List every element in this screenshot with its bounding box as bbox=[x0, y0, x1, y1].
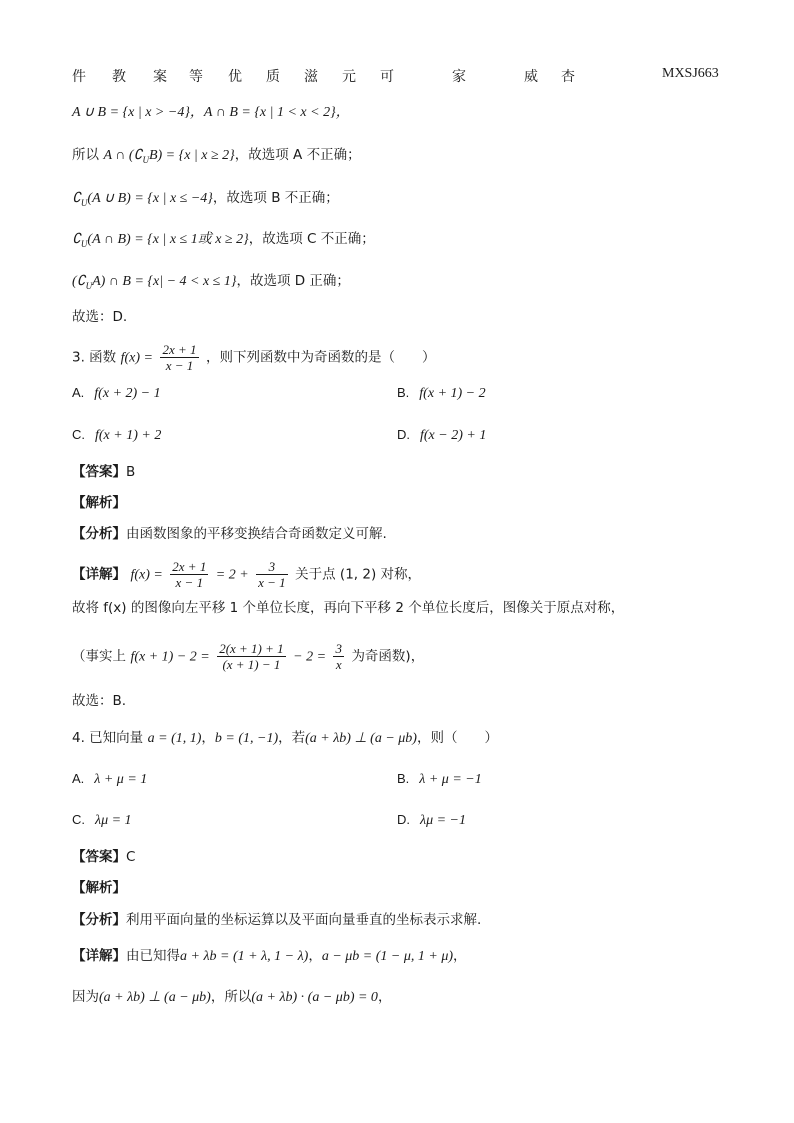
header-char: 案 bbox=[153, 69, 167, 85]
xiangjie-tag: 【详解】 bbox=[72, 948, 126, 964]
text: ， bbox=[453, 948, 467, 964]
math: f(x) = bbox=[120, 350, 153, 366]
header-char: 等 bbox=[189, 69, 203, 85]
math: b = (1, −1) bbox=[214, 731, 279, 746]
text: ，故选项 C 不正确； bbox=[248, 231, 375, 247]
numerator: 3 bbox=[256, 559, 288, 575]
option-label: A. bbox=[72, 385, 85, 400]
text: ，故选项 B 不正确； bbox=[212, 190, 339, 206]
math: f(x) = bbox=[130, 567, 163, 583]
denominator: x bbox=[335, 657, 342, 672]
text: （事实上 bbox=[72, 648, 126, 665]
denominator: x − 1 bbox=[165, 358, 194, 373]
answer-tag: 【答案】 bbox=[72, 464, 126, 480]
fenxi-tag: 【分析】 bbox=[72, 912, 126, 928]
option-text: λ + μ = 1 bbox=[94, 772, 148, 787]
math: B) = {x | x ≥ 2} bbox=[148, 148, 235, 163]
text: ，若 bbox=[278, 730, 306, 746]
fenxi-line bbox=[72, 910, 481, 930]
text-line bbox=[72, 229, 375, 254]
numerator: 2x + 1 bbox=[172, 559, 207, 574]
xiangjie-tag: 【详解】 bbox=[72, 566, 126, 583]
math-sub: U bbox=[85, 280, 93, 291]
fraction bbox=[333, 641, 344, 672]
text: ， bbox=[201, 730, 215, 746]
text-line: 故选：B. bbox=[72, 693, 127, 709]
answer-tag: 【答案】 bbox=[72, 849, 126, 865]
text: 关于点 (1, 2) 对称， bbox=[295, 566, 422, 583]
header-char: 可 bbox=[380, 69, 394, 85]
fenxi-text: 由函数图象的平移变换结合奇函数定义可解. bbox=[126, 526, 387, 542]
math-sub: U bbox=[80, 238, 88, 249]
question-4-stem bbox=[72, 728, 498, 749]
text: 为奇函数)， bbox=[351, 648, 425, 665]
fraction bbox=[160, 342, 198, 373]
fraction bbox=[256, 559, 288, 590]
numerator: 2x + 1 bbox=[162, 342, 197, 357]
answer-value: C bbox=[126, 849, 136, 865]
xiangjie-line bbox=[72, 559, 421, 590]
math: a = (1, 1) bbox=[147, 731, 202, 746]
denominator: x − 1 bbox=[258, 575, 286, 590]
analysis-tag bbox=[72, 878, 126, 898]
header-char: 滋 bbox=[304, 69, 318, 85]
header-char: 优 bbox=[228, 69, 242, 85]
question-number: 4. 已知向量 bbox=[72, 730, 144, 746]
text: ，则下列函数中为奇函数的是（ ） bbox=[205, 349, 436, 366]
option-d bbox=[397, 810, 466, 831]
option-text: f(x + 2) − 1 bbox=[94, 386, 161, 401]
header-char: 杏 bbox=[561, 69, 575, 85]
math: (∁ bbox=[72, 274, 86, 289]
text-line bbox=[72, 987, 391, 1008]
header-char: 家 bbox=[452, 69, 466, 85]
text-line bbox=[72, 641, 424, 672]
text: 因为 bbox=[72, 989, 99, 1005]
text-line bbox=[72, 145, 361, 170]
numerator: 2(x + 1) + 1 bbox=[219, 641, 284, 656]
math: a − μb = (1 − μ, 1 + μ) bbox=[321, 949, 454, 964]
option-label: D. bbox=[397, 812, 410, 827]
answer-line bbox=[72, 462, 135, 482]
option-label: B. bbox=[397, 385, 410, 400]
math: − 2 = bbox=[293, 649, 327, 665]
fraction bbox=[170, 559, 208, 590]
text-line bbox=[72, 188, 339, 213]
fenxi-line bbox=[72, 524, 387, 544]
text: 所以 bbox=[72, 147, 99, 163]
text: ，故选项 A 不正确； bbox=[234, 147, 361, 163]
fenxi-tag: 【分析】 bbox=[72, 526, 126, 542]
header-char: 件 bbox=[72, 69, 86, 85]
option-a bbox=[72, 383, 161, 404]
xiangjie-line bbox=[72, 946, 467, 967]
option-d bbox=[397, 425, 486, 446]
analysis-label: 【解析】 bbox=[72, 880, 126, 896]
text: ，所以 bbox=[210, 989, 252, 1005]
math: a + λb = (1 + λ, 1 − λ) bbox=[180, 949, 309, 964]
option-label: C. bbox=[72, 812, 85, 827]
option-text: λμ = −1 bbox=[420, 813, 466, 828]
answer-line bbox=[72, 847, 135, 867]
text: 由已知得 bbox=[126, 948, 180, 964]
math: (A ∩ B) = {x | x ≤ 1或 x ≥ 2} bbox=[87, 232, 249, 247]
option-c bbox=[72, 425, 161, 446]
math: (A ∪ B) = {x | x ≤ −4} bbox=[87, 191, 213, 206]
math: ∁ bbox=[72, 191, 81, 206]
option-label: C. bbox=[72, 427, 85, 442]
math: A ∩ (∁ bbox=[103, 148, 143, 163]
fenxi-text: 利用平面向量的坐标运算以及平面向量垂直的坐标表示求解. bbox=[126, 912, 482, 928]
text-line bbox=[72, 271, 350, 296]
header-char: 质 bbox=[266, 69, 280, 85]
option-c bbox=[72, 810, 132, 831]
denominator: (x + 1) − 1 bbox=[222, 657, 281, 672]
math: (a + λb) · (a − μb) = 0 bbox=[251, 990, 378, 1005]
option-label: A. bbox=[72, 771, 85, 786]
option-text: λμ = 1 bbox=[95, 813, 132, 828]
option-text: f(x + 1) − 2 bbox=[419, 386, 486, 401]
math: (a + λb) ⊥ (a − μb) bbox=[305, 731, 417, 746]
header-char: 威 bbox=[524, 69, 538, 85]
text-line: A ∪ B = {x | x > −4}，A ∩ B = {x | 1 < x < 2}， bbox=[72, 105, 350, 120]
question-3-stem bbox=[72, 342, 435, 373]
header-code: MXSJ663 bbox=[662, 66, 719, 81]
math-sub: U bbox=[80, 197, 88, 208]
math: f(x + 1) − 2 = bbox=[130, 649, 210, 665]
math: = 2 + bbox=[215, 567, 249, 583]
denominator: x − 1 bbox=[175, 575, 204, 590]
analysis-tag bbox=[72, 493, 126, 513]
math: ∁ bbox=[72, 232, 81, 247]
header-char: 元 bbox=[342, 69, 356, 85]
option-b bbox=[397, 769, 482, 790]
option-a bbox=[72, 769, 147, 790]
math: A) ∩ B = {x| − 4 < x ≤ 1} bbox=[92, 274, 237, 289]
text-line: 故将 f(x) 的图像向左平移 1 个单位长度，再向下平移 2 个单位长度后，图像关于原点对称， bbox=[72, 600, 625, 616]
option-text: f(x + 1) + 2 bbox=[95, 428, 162, 443]
fraction bbox=[217, 641, 285, 672]
option-text: f(x − 2) + 1 bbox=[420, 428, 487, 443]
answer-value: B bbox=[126, 464, 136, 480]
math: (a + λb) ⊥ (a − μb) bbox=[99, 990, 211, 1005]
text: ，故选项 D 正确； bbox=[236, 273, 350, 289]
option-text: λ + μ = −1 bbox=[419, 772, 482, 787]
text: ， bbox=[377, 989, 392, 1005]
page-header bbox=[72, 66, 724, 88]
numerator: 3 bbox=[335, 641, 342, 656]
text-line: 故选：D. bbox=[72, 309, 128, 325]
option-b bbox=[397, 383, 486, 404]
analysis-label: 【解析】 bbox=[72, 495, 126, 511]
text: ，则（ ） bbox=[416, 730, 498, 746]
option-label: D. bbox=[397, 427, 410, 442]
option-label: B. bbox=[397, 771, 410, 786]
header-char: 教 bbox=[112, 69, 126, 85]
math-sub: U bbox=[142, 154, 149, 165]
question-number: 3. 函数 bbox=[72, 349, 117, 366]
text: ， bbox=[308, 948, 322, 964]
